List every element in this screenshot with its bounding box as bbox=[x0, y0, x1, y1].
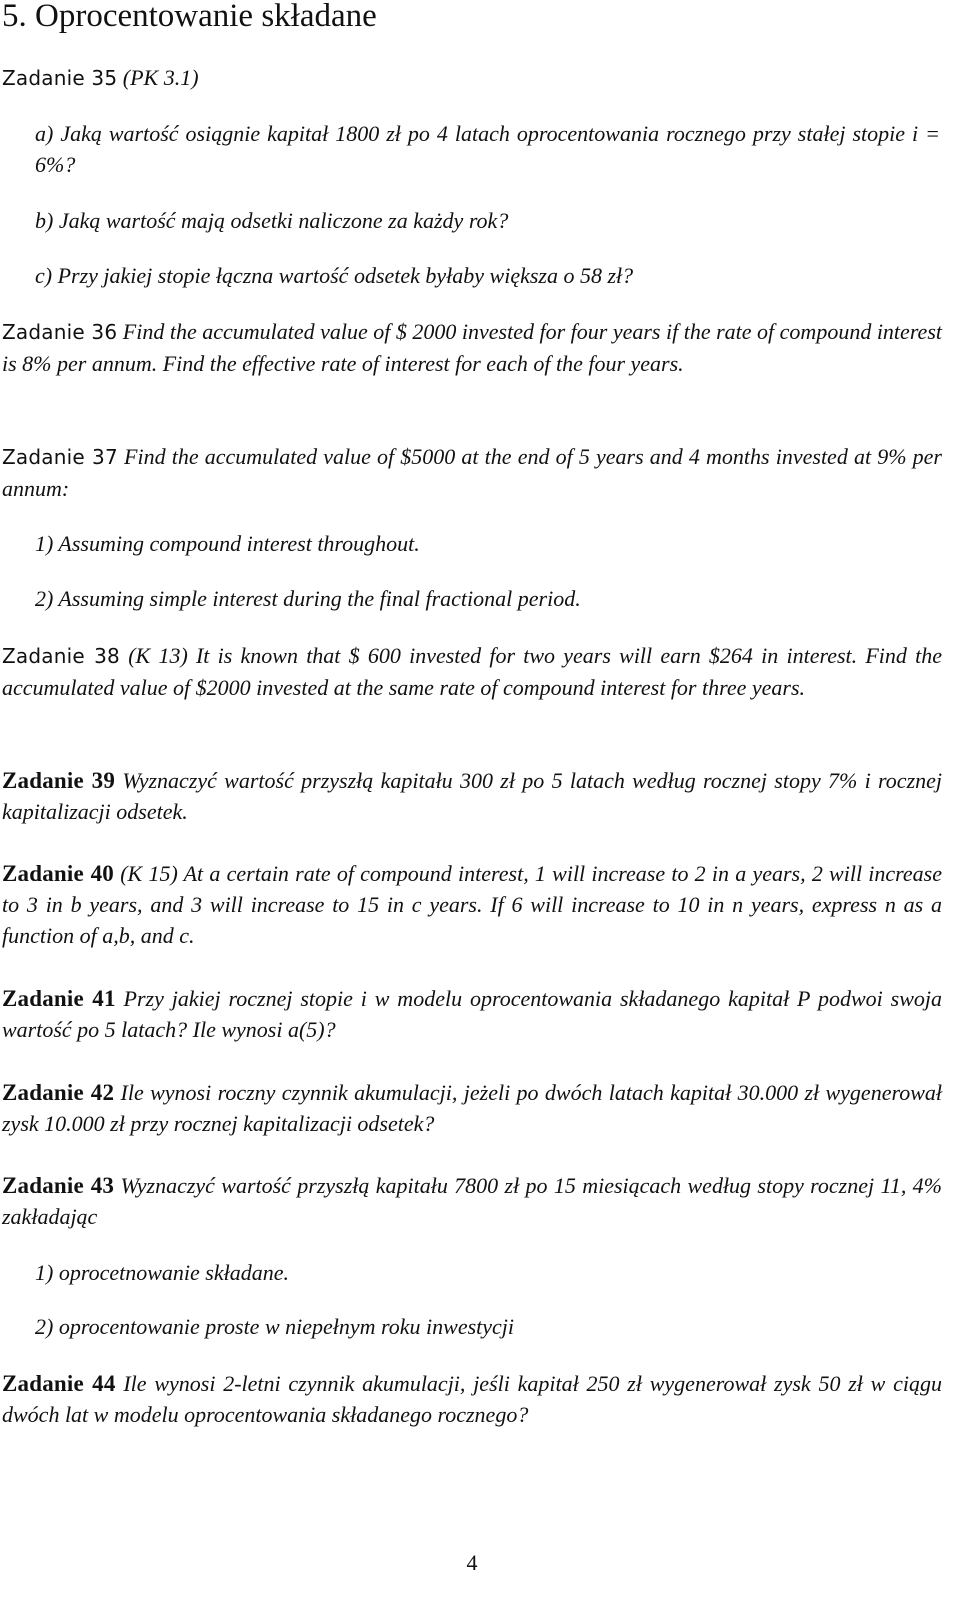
task-39 bbox=[2, 765, 942, 827]
task-text: (PK 3.1) bbox=[122, 65, 199, 90]
task-text: (K 15) At a certain rate of compound interest, 1 will increase to 2 in a years, 2 will increase to 3 in b years, and 3 will increase to 15 in c years. If 6 will increase to 10 in n years, express n as a function of a,b, and c. bbox=[2, 861, 942, 948]
task-36 bbox=[2, 316, 942, 379]
task-38 bbox=[2, 640, 942, 703]
task-label: Zadanie 40 bbox=[2, 861, 114, 886]
task-text: Wyznaczyć wartość przyszłą kapitału 300 zł po 5 latach według rocznej stopy 7% i rocznej kapitalizacji odsetek. bbox=[2, 768, 943, 824]
page-number: 4 bbox=[466, 1550, 478, 1575]
task-label: Zadanie 44 bbox=[2, 1371, 116, 1396]
task-text: Przy jakiej rocznej stopie i w modelu oprocentowania składanego kapitał P podwoi swoja wartość po 5 latach? Ile wynosi a(5)? bbox=[2, 986, 942, 1042]
task-label: Zadanie 36 bbox=[2, 320, 118, 344]
task-37-item-2: 2) Assuming simple interest during the final fractional period. bbox=[35, 586, 581, 611]
task-35-item-b: b) Jaką wartość mają odsetki naliczone za każdy rok? bbox=[35, 208, 509, 233]
task-43-item-2: 2) oprocentowanie proste w niepełnym roku inwestycji bbox=[35, 1314, 515, 1339]
task-37 bbox=[2, 441, 942, 504]
task-35-item-c: c) Przy jakiej stopie łączna wartość odsetek byłaby większa o 58 zł? bbox=[35, 263, 634, 288]
task-label: Zadanie 42 bbox=[2, 1080, 115, 1105]
task-37-item-1: 1) Assuming compound interest throughout. bbox=[35, 531, 420, 556]
task-text: (K 13) It is known that $ 600 invested for two years will earn $264 in interest. Find the accumulated value of $2000 invested at the same rate of compound interest for three years. bbox=[2, 643, 943, 700]
task-43-item-1: 1) oprocetnowanie składane. bbox=[35, 1260, 289, 1285]
task-44 bbox=[2, 1368, 942, 1430]
task-text: Find the accumulated value of $5000 at the end of 5 years and 4 months invested at 9% per annum: bbox=[2, 444, 942, 501]
task-text: Ile wynosi roczny czynnik akumulacji, jeżeli po dwóch latach kapitał 30.000 zł wygenerował zysk 10.000 zł przy rocznej kapitalizacji odsetek? bbox=[2, 1080, 942, 1136]
task-label: Zadanie 38 bbox=[2, 644, 120, 668]
section-title: 5. Oprocentowanie składane bbox=[2, 0, 377, 34]
task-label: Zadanie 39 bbox=[2, 768, 116, 793]
task-42 bbox=[2, 1077, 942, 1139]
task-label: Zadanie 37 bbox=[2, 445, 118, 469]
task-35-header bbox=[2, 62, 942, 94]
task-text: Ile wynosi 2-letni czynnik akumulacji, jeśli kapitał 250 zł wygenerował zysk 50 zł w ciągu dwóch lat w modelu oprocentowania składanego rocznego? bbox=[2, 1371, 943, 1427]
task-label: Zadanie 35 bbox=[2, 66, 118, 90]
task-text: Find the accumulated value of $ 2000 invested for four years if the rate of compound interest is 8% per annum. Find the effective rate of interest for each of the four years. bbox=[2, 319, 942, 376]
task-label: Zadanie 41 bbox=[2, 986, 116, 1011]
task-35-item-a: a) Jaką wartość osiągnie kapitał 1800 zł po 4 latach oprocentowania rocznego przy stałej stopie i = 6%? bbox=[35, 121, 940, 177]
task-43 bbox=[2, 1170, 942, 1232]
task-text: Wyznaczyć wartość przyszłą kapitału 7800 zł po 15 miesiącach według stopy rocznej 11, 4% zakładając bbox=[2, 1173, 942, 1229]
task-41 bbox=[2, 983, 942, 1045]
task-label: Zadanie 43 bbox=[2, 1173, 115, 1198]
task-40 bbox=[2, 858, 942, 951]
